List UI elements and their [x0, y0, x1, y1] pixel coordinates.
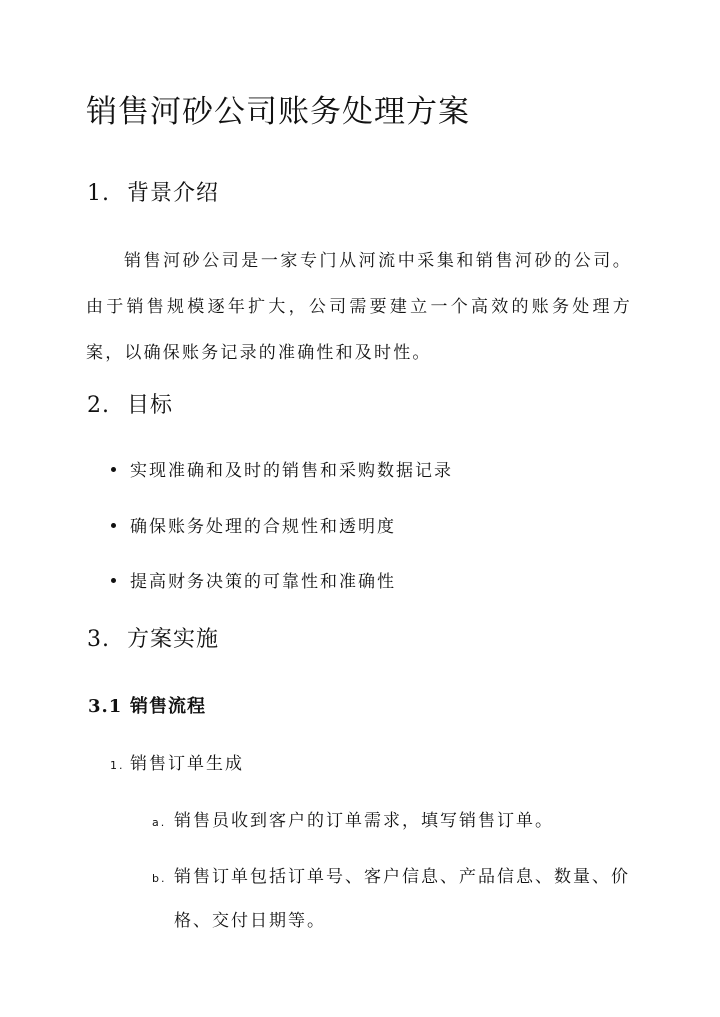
list-item-text: 销售员收到客户的订单需求，填写销售订单。: [174, 811, 554, 831]
list-marker: 1.: [110, 759, 125, 772]
list-marker: a.: [152, 816, 167, 829]
list-item-text: 确保账务处理的合规性和透明度: [130, 517, 396, 537]
subsection-title: 销售流程: [130, 696, 206, 717]
bullet-icon: [111, 523, 116, 528]
section-heading-goals: [87, 388, 173, 419]
list-item-text: 销售订单生成: [130, 754, 244, 774]
list-item: [111, 512, 396, 537]
list-item: [111, 567, 396, 592]
background-paragraph: 销售河砂公司是一家专门从河流中采集和销售河砂的公司。由于销售规模逐年扩大，公司需要建立一个高效的账务处理方案，以确保账务记录的准确性和及时性。: [86, 251, 632, 363]
section-number: 1.: [87, 181, 110, 206]
bullet-icon: [111, 467, 116, 472]
list-item-text: 销售订单包括订单号、客户信息、产品信息、数量、价: [174, 867, 630, 887]
section-heading-implementation: [87, 622, 219, 653]
section-heading-background: [87, 176, 219, 207]
ordered-subitem-continuation: 格、交付日期等。: [174, 911, 326, 931]
ordered-subitem: [152, 806, 554, 831]
section-number: 3.: [87, 627, 110, 652]
section-title: 方案实施: [127, 627, 220, 652]
subsection-number: 3.1: [88, 696, 123, 717]
document-title: 销售河砂公司账务处理方案: [86, 94, 470, 130]
ordered-subitem: [152, 862, 630, 887]
section-number: 2.: [87, 393, 110, 418]
list-marker: b.: [152, 872, 167, 885]
list-item-text: 实现准确和及时的销售和采购数据记录: [130, 461, 453, 481]
ordered-list-item: [110, 749, 244, 774]
subsection-heading-sales-process: [88, 692, 206, 718]
section-title: 目标: [127, 393, 174, 418]
list-item: [111, 456, 453, 481]
list-item-text: 提高财务决策的可靠性和准确性: [130, 572, 396, 592]
bullet-icon: [111, 578, 116, 583]
section-title: 背景介绍: [127, 181, 220, 206]
